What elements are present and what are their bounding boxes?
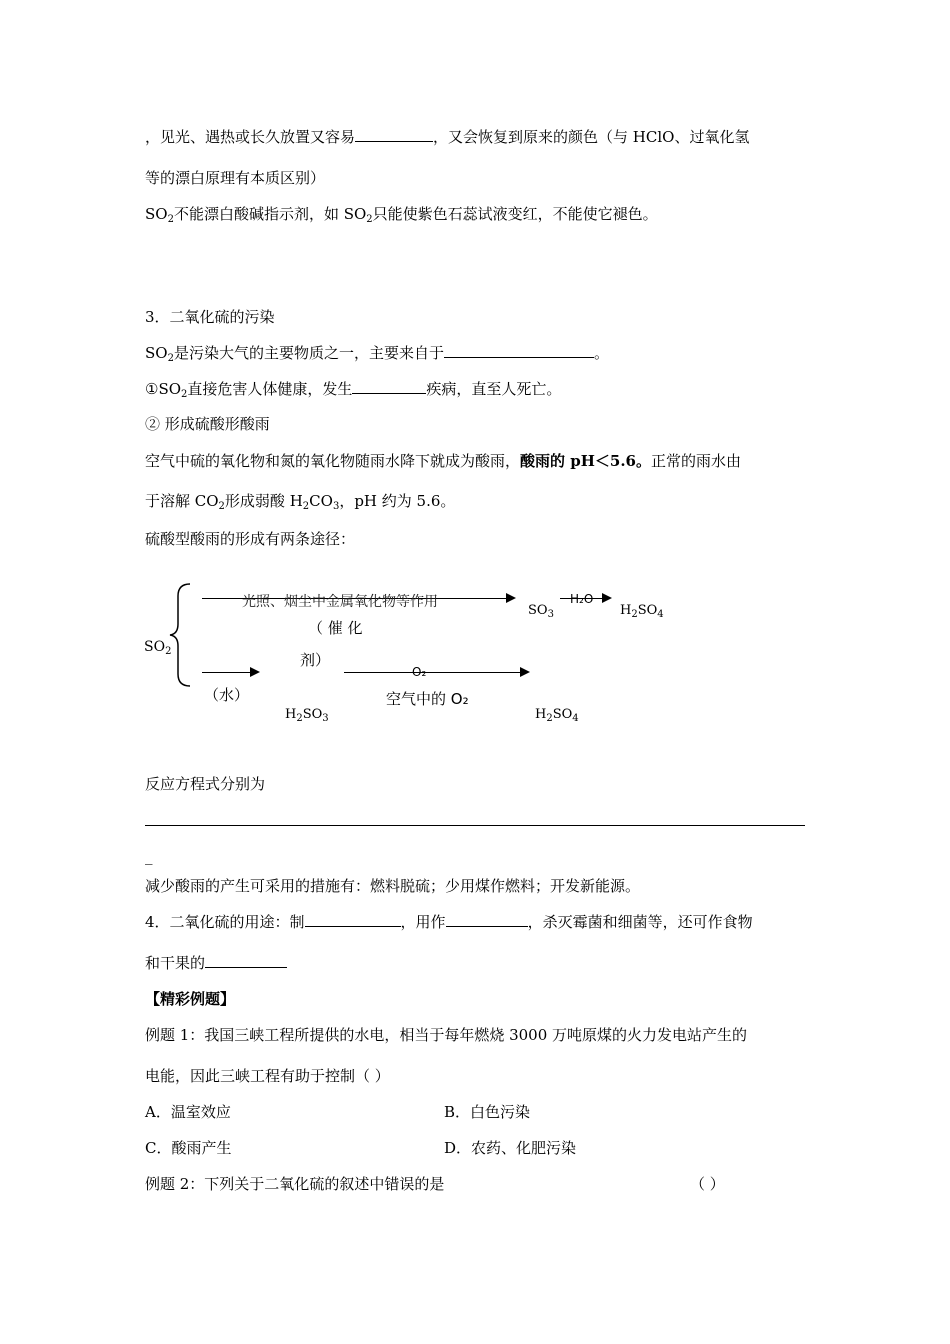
text: 等的漂白原理有本质区别） xyxy=(145,169,326,187)
option-a[interactable]: A．温室效应 xyxy=(145,1103,231,1121)
h2so3-label: $H_2SO_3$ xyxy=(285,707,329,724)
heading-text: 【精彩例题】 xyxy=(145,990,236,1008)
catalyst-label: 剂） xyxy=(300,651,331,669)
text: 疾病，直至人死亡。 xyxy=(426,380,562,398)
text: 是污染大气的主要物质之一，主要来自于 xyxy=(173,344,444,362)
h2so4-label: $H_2SO_4$ xyxy=(620,603,664,620)
fill-blank[interactable] xyxy=(205,953,287,968)
text: SO xyxy=(145,344,168,362)
fill-blank[interactable] xyxy=(446,912,528,927)
fill-blank[interactable] xyxy=(352,379,426,394)
subscript: 2 xyxy=(167,353,174,364)
question-text xyxy=(145,1066,390,1086)
text: 空气中硫的氧化物和氮的氧化物随雨水降下就成为酸雨， xyxy=(145,452,521,470)
text: 。 xyxy=(593,344,609,362)
paragraph-line xyxy=(145,379,561,405)
question-text xyxy=(145,1025,747,1045)
text: _ xyxy=(145,847,153,865)
option-b[interactable]: B．白色污染 xyxy=(444,1103,531,1121)
paragraph-line xyxy=(145,953,287,973)
brace-icon xyxy=(168,582,194,688)
h2so4-label: $H_2SO_4$ xyxy=(535,707,579,724)
section-heading xyxy=(145,307,275,327)
o2-label: O₂ xyxy=(412,665,427,679)
subscript: 2 xyxy=(181,389,188,400)
paragraph-line xyxy=(145,912,753,932)
water-label: （水） xyxy=(204,686,250,704)
text: 硫酸型酸雨的形成有两条途径： xyxy=(145,530,356,548)
reaction-arrow xyxy=(344,672,528,673)
catalyst-label: （ 催 化 xyxy=(308,619,363,637)
paragraph-line xyxy=(145,774,265,794)
text: CO xyxy=(309,492,333,510)
text: 只能使紫色石蕊试液变红，不能使它褪色。 xyxy=(372,205,658,223)
paragraph-line xyxy=(145,127,749,147)
text: 正常的雨水由 xyxy=(651,452,742,470)
paragraph-line xyxy=(145,529,355,549)
text: 电能，因此三峡工程有助于控制（ ） xyxy=(145,1067,390,1085)
paragraph-line xyxy=(145,204,658,230)
h2o-label: H₂O xyxy=(570,592,594,606)
option-c[interactable]: C．酸雨产生 xyxy=(145,1139,232,1157)
text: 直接危害人体健康，发生 xyxy=(187,380,353,398)
text: ①SO xyxy=(145,380,182,398)
section-heading xyxy=(145,989,235,1009)
paragraph-line xyxy=(145,414,270,434)
text: 不能漂白酸碱指示剂，如 SO xyxy=(173,205,367,223)
option-d[interactable]: D．农药、化肥污染 xyxy=(444,1139,577,1157)
answer-line[interactable] xyxy=(145,825,805,826)
subscript: 2 xyxy=(167,214,174,225)
text: SO xyxy=(145,205,168,223)
text: ，用作 xyxy=(400,913,446,931)
subscript: 3 xyxy=(332,501,340,512)
text: ，pH 约为 5.6。 xyxy=(339,492,456,510)
subscript: 2 xyxy=(302,501,310,512)
paragraph-line xyxy=(145,343,609,369)
arrow-condition-label: 光照、烟尘中金属氧化物等作用 xyxy=(242,594,438,610)
bold-text: 酸雨的 pH＜5.6。 xyxy=(520,452,651,470)
reaction-arrow xyxy=(202,672,258,673)
so3-label: $SO_3$ xyxy=(528,603,554,620)
paragraph-line xyxy=(145,846,153,866)
question-text xyxy=(145,1174,444,1194)
text: 4．二氧化硫的用途：制 xyxy=(145,913,305,931)
paragraph-line xyxy=(145,491,455,517)
text: 和干果的 xyxy=(145,954,206,972)
fill-blank[interactable] xyxy=(444,343,594,358)
paragraph-line xyxy=(145,168,325,188)
text: 减少酸雨的产生可采用的措施有：燃料脱硫；少用煤作燃料；开发新能源。 xyxy=(145,877,641,895)
subscript: 2 xyxy=(218,501,225,512)
text: 反应方程式分别为 xyxy=(145,775,266,793)
subscript: 2 xyxy=(366,214,373,225)
heading-text: 3．二氧化硫的污染 xyxy=(145,308,275,326)
text: ② 形成硫酸形酸雨 xyxy=(145,415,270,433)
so2-label: $SO_2$ xyxy=(144,639,172,657)
text: ，杀灭霉菌和细菌等，还可作食物 xyxy=(527,913,753,931)
fill-blank[interactable] xyxy=(355,127,433,142)
fill-blank[interactable] xyxy=(305,912,401,927)
o2-caption: 空气中的 O₂ xyxy=(386,690,469,708)
text: 例题 1：我国三峡工程所提供的水电，相当于每年燃烧 3000 万吨原煤的火力发电站产生的 xyxy=(145,1026,748,1044)
paragraph-line xyxy=(145,876,640,896)
text: 例题 2：下列关于二氧化硫的叙述中错误的是 xyxy=(145,1175,445,1193)
text: ，又会恢复到原来的颜色（与 HClO、过氧化氢 xyxy=(433,128,750,146)
text: 于溶解 CO xyxy=(145,492,219,510)
text: 形成弱酸 H xyxy=(224,492,303,510)
answer-paren[interactable]: （ ） xyxy=(690,1175,725,1193)
text: ，见光、遇热或长久放置又容易 xyxy=(145,128,356,146)
paragraph-line xyxy=(145,451,741,471)
